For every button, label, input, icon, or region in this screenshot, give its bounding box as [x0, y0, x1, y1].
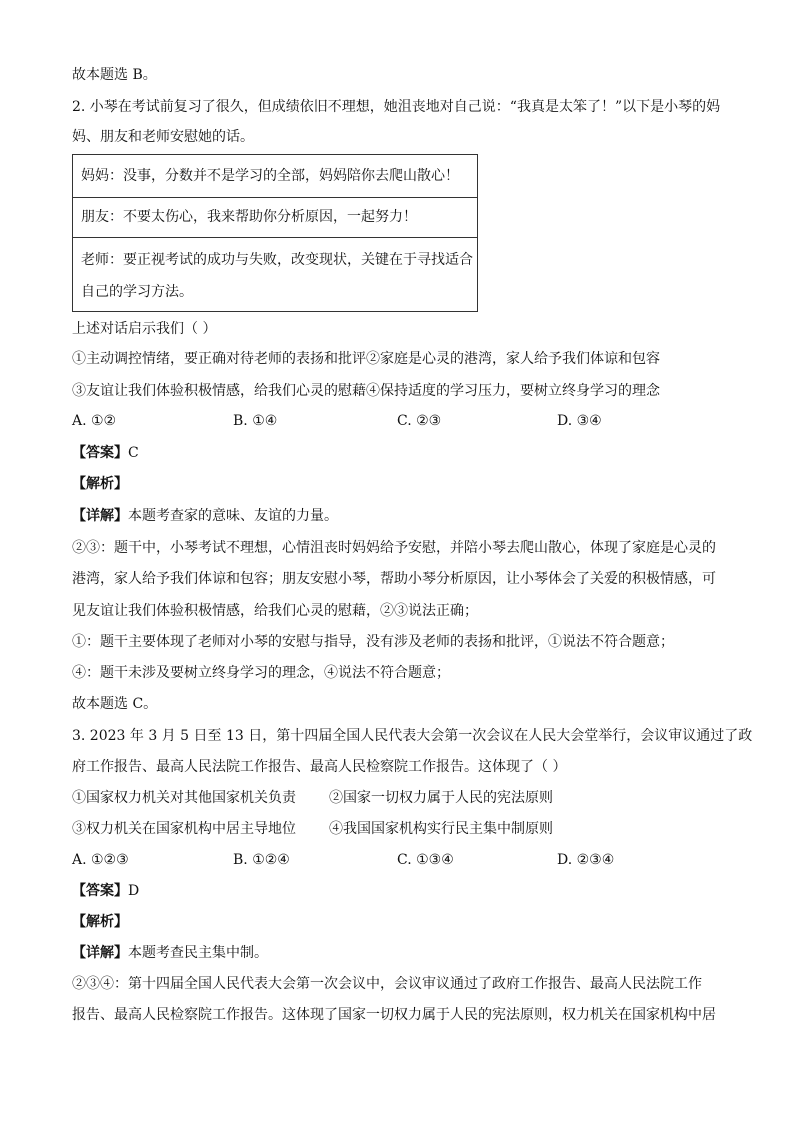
- q2-statements-line1: ①主动调控情绪，要正确对待老师的表扬和批评②家庭是心灵的港湾，家人给予我们体谅和包容: [72, 351, 660, 367]
- q2-stem-line2: 妈、朋友和老师安慰她的话。: [72, 129, 254, 145]
- q3-explanation-line2: 报告、最高人民检察院工作报告。这体现了国家一切权力属于人民的宪法原则，权力机关在国家机构中居: [72, 1007, 716, 1023]
- dialog-friend-text: 朋友：不要太伤心，我来帮助你分析原因，一起努力！: [81, 209, 417, 225]
- q3-statement-1: ①国家权力机关对其他国家机关负责: [72, 790, 296, 806]
- dialog-row-friend: [73, 197, 477, 238]
- detail-label: 【详解】: [72, 508, 128, 524]
- answer-label: 【答案】: [72, 883, 128, 899]
- q3-statement-4: ④我国国家机构实行民主集中制原则: [329, 821, 553, 837]
- dialog-mother-text: 妈妈：没事，分数并不是学习的全部，妈妈陪你去爬山散心！: [81, 168, 459, 184]
- q2-explanation-line2: 港湾，家人给予我们体谅和包容；朋友安慰小琴，帮助小琴分析原因，让小琴体会了关爱的积极情感，可: [72, 571, 716, 587]
- q2-explanation-1: ①：题干主要体现了老师对小琴的安慰与指导，没有涉及老师的表扬和批评，①说法不符合题意；: [72, 634, 674, 650]
- answer-value: C: [128, 445, 139, 461]
- dialog-teacher-text-line1: 老师：要正视考试的成功与失败，改变现状，关键在于寻找适合: [81, 252, 473, 268]
- q2-explanation-line3: 见友谊让我们体验积极情感，给我们心灵的慰藉，②③说法正确；: [72, 603, 478, 619]
- answer-label: 【答案】: [72, 445, 128, 461]
- q2-explanation-line1: ②③：题干中，小琴考试不理想，心情沮丧时妈妈给予安慰，并陪小琴去爬山散心，体现了家庭是心灵的: [72, 540, 716, 556]
- q2-option-c: C. ②③: [397, 413, 442, 429]
- q3-detail: [72, 946, 268, 960]
- q3-statement-3: ③权力机关在国家机构中居主导地位: [72, 821, 296, 837]
- answer-value: D: [128, 883, 140, 899]
- q2-analysis-label: 【解析】: [72, 476, 128, 492]
- q2-option-d: D. ③④: [557, 413, 602, 429]
- q3-stem-line2: 府工作报告、最高人民法院工作报告、最高人民检察院工作报告。这体现了（ ）: [72, 759, 567, 775]
- q3-option-b: B. ①②④: [233, 852, 290, 868]
- q2-option-b: B. ①④: [233, 413, 278, 429]
- q3-analysis-label: 【解析】: [72, 914, 128, 930]
- q2-answer: [72, 446, 139, 460]
- q2-option-a: A. ①②: [72, 413, 117, 429]
- q2-conclusion: 故本题选 C。: [72, 696, 158, 712]
- q2-statements-line2: ③友谊让我们体验积极情感，给我们心灵的慰藉④保持适度的学习压力，要树立终身学习的理念: [72, 383, 660, 399]
- q3-option-c: C. ①③④: [397, 852, 454, 868]
- q3-answer: [72, 884, 139, 898]
- q3-option-d: D. ②③④: [557, 852, 615, 868]
- q2-prompt: 上述对话启示我们（ ）: [72, 321, 217, 337]
- q1-conclusion: 故本题选 B。: [72, 67, 157, 83]
- q3-statement-2: ②国家一切权力属于人民的宪法原则: [329, 790, 553, 806]
- q2-explanation-4: ④：题干未涉及要树立终身学习的理念，④说法不符合题意；: [72, 665, 450, 681]
- q2-detail: [72, 509, 338, 523]
- q3-option-a: A. ①②③: [72, 852, 129, 868]
- detail-text: 本题考查家的意味、友谊的力量。: [128, 508, 338, 524]
- detail-label: 【详解】: [72, 945, 128, 961]
- q3-explanation-line1: ②③④：第十四届全国人民代表大会第一次会议中，会议审议通过了政府工作报告、最高人民法院工作: [72, 976, 702, 992]
- dialog-row-mother: [73, 155, 477, 198]
- detail-text: 本题考查民主集中制。: [128, 945, 268, 961]
- dialog-teacher-text-line2: 自己的学习方法。: [81, 284, 193, 300]
- q3-stem-line1: 3. 2023 年 3 月 5 日至 13 日，第十四届全国人民代表大会第一次会议在人民大会堂举行，会议审议通过了政: [72, 728, 753, 744]
- q2-stem-line1: 2. 小琴在考试前复习了很久，但成绩依旧不理想，她沮丧地对自己说：“我真是太笨了！”以下是小琴的妈: [72, 99, 721, 115]
- q2-dialog-table: [72, 154, 478, 312]
- dialog-row-teacher: [73, 237, 477, 311]
